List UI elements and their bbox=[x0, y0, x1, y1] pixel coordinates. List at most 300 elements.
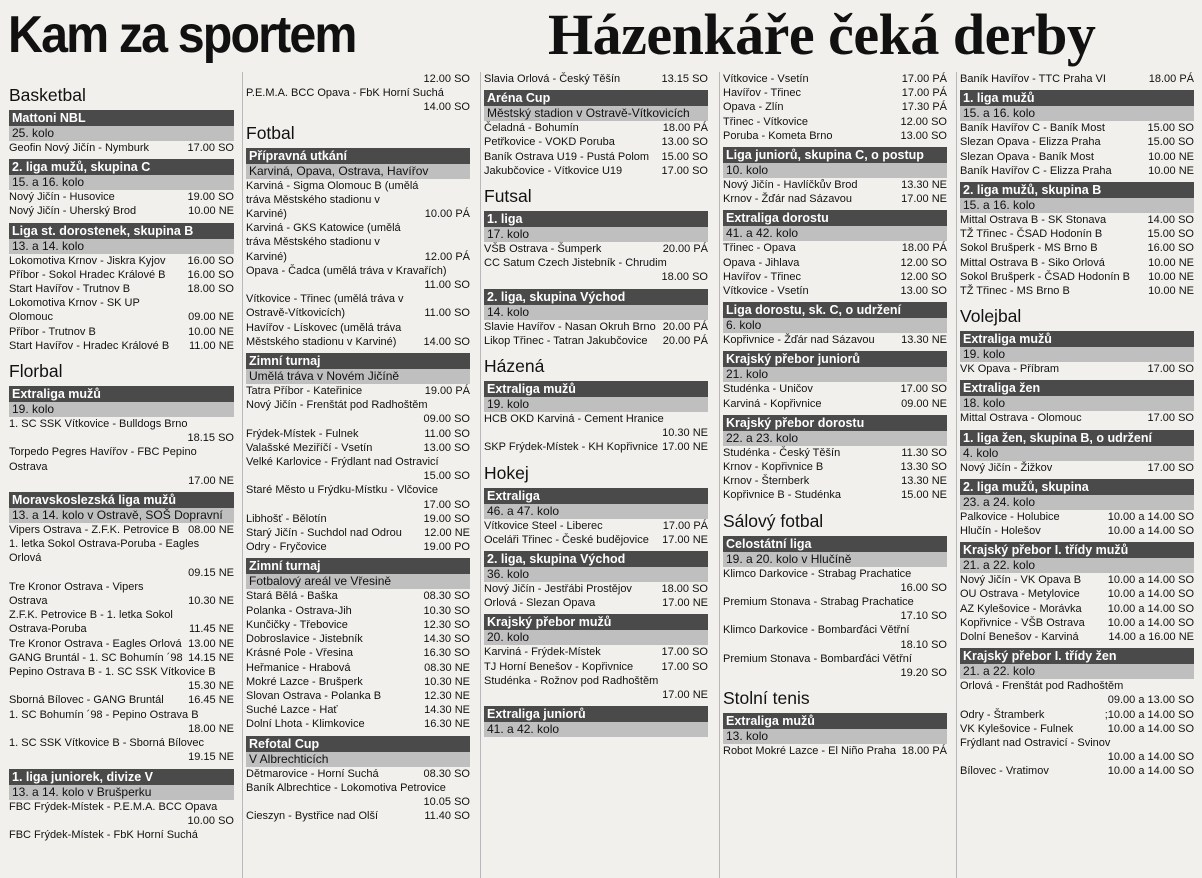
match-time: 10.00 NE bbox=[188, 205, 234, 218]
match-time: 17.00 NE bbox=[662, 597, 708, 610]
match-teams: Velké Karlovice - Frýdlant nad Ostravicí bbox=[246, 456, 439, 469]
match-teams: Příbor - Trutnov B bbox=[9, 325, 96, 338]
match-teams: Tre Kronor Ostrava - Eagles Orlová bbox=[9, 637, 182, 650]
match-time: 16.00 SO bbox=[900, 581, 947, 594]
competition-header: Krajský přebor juniorů bbox=[723, 351, 947, 367]
match-teams: Vipers Ostrava - Z.F.K. Petrovice B bbox=[9, 524, 180, 537]
competition-header: Liga dorostu, sk. C, o udržení bbox=[723, 302, 947, 318]
match-row bbox=[723, 284, 947, 298]
match-row bbox=[484, 334, 708, 348]
match-row bbox=[246, 455, 470, 483]
competition-header: 1. liga žen, skupina B, o udržení bbox=[960, 430, 1194, 446]
round-label: 13. a 14. kolo v Brušperku bbox=[9, 785, 234, 800]
lead-headline: Házenkáře čeká derby bbox=[548, 2, 1096, 67]
schedule-block bbox=[960, 380, 1194, 425]
match-row bbox=[960, 630, 1194, 644]
match-teams: Hlučín - Holešov bbox=[960, 525, 1041, 538]
match-row bbox=[9, 800, 234, 828]
schedule-block bbox=[9, 110, 234, 155]
match-time: 17.00 SO bbox=[423, 498, 470, 511]
match-time: 17.10 SO bbox=[900, 610, 947, 623]
schedule-block bbox=[723, 536, 947, 681]
match-teams: Dětmarovice - Horní Suchá bbox=[246, 767, 379, 780]
match-time: 17.30 PÁ bbox=[901, 101, 947, 114]
match-teams: Nový Jičín - VK Opava B bbox=[960, 574, 1082, 587]
match-row bbox=[960, 461, 1194, 475]
round-label: 13. a 14. kolo v Ostravě, SOŠ Dopravní bbox=[9, 508, 234, 523]
match-time: 13.15 SO bbox=[661, 73, 708, 85]
match-teams: Krásné Pole - Vřesina bbox=[246, 647, 353, 660]
match-teams: P.E.M.A. BCC Opava - FbK Horní Suchá bbox=[246, 87, 444, 100]
schedule-block bbox=[960, 72, 1194, 86]
match-teams: Kopřivnice B - Studénka bbox=[723, 489, 842, 502]
match-teams: Karviná - Frýdek-Místek bbox=[484, 646, 601, 659]
round-label: 14. kolo bbox=[484, 305, 708, 320]
match-time: 11.00 SO bbox=[424, 427, 470, 440]
match-teams: Suché Lazce - Hať bbox=[246, 704, 338, 717]
match-row bbox=[723, 241, 947, 255]
match-row bbox=[484, 242, 708, 256]
match-teams: Karviná - Sigma Olomouc B (umělá tráva Městského stadionu v Karviné) bbox=[246, 179, 419, 221]
match-row bbox=[484, 121, 708, 135]
round-label: 21. a 22. kolo bbox=[960, 558, 1194, 573]
match-row bbox=[246, 179, 470, 222]
match-teams: Lokomotiva Krnov - SK UP Olomouc bbox=[9, 297, 140, 324]
match-teams: Nový Jičín - Frenštát pod Radhoštěm bbox=[246, 399, 428, 412]
schedule-block bbox=[484, 488, 708, 547]
match-row bbox=[960, 616, 1194, 630]
match-time: 08.30 NE bbox=[424, 661, 470, 674]
match-time: 10.00 a 14.00 SO bbox=[1107, 602, 1194, 615]
match-teams: Baník Albrechtice - Lokomotiva Petrovice bbox=[246, 781, 446, 794]
match-row bbox=[960, 764, 1194, 778]
match-row bbox=[723, 86, 947, 100]
match-row bbox=[246, 441, 470, 455]
match-time: 10.30 NE bbox=[662, 427, 708, 440]
match-time: 11.45 NE bbox=[188, 623, 234, 636]
match-teams: TJ Horní Benešov - Kopřivnice bbox=[484, 660, 634, 673]
match-time: 10.00 a 14.00 SO bbox=[1107, 588, 1194, 601]
schedule-block bbox=[960, 542, 1194, 644]
match-teams: Petřkovice - VOKD Poruba bbox=[484, 136, 615, 149]
match-teams: Slezan Opava - Baník Most bbox=[960, 150, 1094, 163]
round-label: Karviná, Opava, Ostrava, Havířov bbox=[246, 164, 470, 179]
competition-header: 2. liga, skupina Východ bbox=[484, 551, 708, 567]
match-row bbox=[960, 602, 1194, 616]
match-time: 10.00 a 14.00 SO bbox=[1107, 510, 1194, 523]
match-teams: Mittal Ostrava - Olomouc bbox=[960, 412, 1082, 425]
match-teams: Havířov - Třinec bbox=[723, 87, 802, 100]
match-row bbox=[9, 268, 234, 282]
match-time: 19.00 SO bbox=[423, 512, 470, 525]
match-time: 17.00 NE bbox=[901, 193, 947, 206]
schedule-block bbox=[246, 72, 470, 115]
masthead bbox=[8, 2, 1198, 68]
match-row bbox=[246, 689, 470, 703]
schedule-block bbox=[484, 211, 708, 285]
match-teams: 1. SC SSK Vítkovice - Bulldogs Brno bbox=[9, 418, 188, 431]
match-teams: Opava - Zlín bbox=[723, 101, 784, 114]
match-teams: Krnov - Žďár nad Sázavou bbox=[723, 193, 853, 206]
page-title: Kam za sportem bbox=[8, 6, 356, 64]
schedule-block bbox=[9, 223, 234, 353]
match-time: 17.00 PÁ bbox=[901, 73, 947, 85]
round-label: 13. a 14. kolo bbox=[9, 239, 234, 254]
match-time: 16.00 SO bbox=[187, 268, 234, 281]
match-time: 15.00 NE bbox=[901, 489, 947, 502]
match-time: 17.00 SO bbox=[900, 383, 947, 396]
match-teams: Libhošť - Bělotín bbox=[246, 512, 327, 525]
match-row bbox=[723, 256, 947, 270]
competition-header: Aréna Cup bbox=[484, 90, 708, 106]
match-teams: Třinec - Opava bbox=[723, 242, 796, 255]
match-row bbox=[246, 384, 470, 398]
match-teams: Staré Město u Frýdku-Místku - Vlčovice bbox=[246, 484, 438, 497]
match-time: 13.00 SO bbox=[900, 285, 947, 298]
match-row bbox=[723, 397, 947, 411]
match-row bbox=[246, 661, 470, 675]
match-time: 14.00 SO bbox=[423, 335, 470, 348]
match-time: 10.30 NE bbox=[424, 675, 470, 688]
section-title: Futsal bbox=[484, 186, 532, 207]
match-time: 13.00 NE bbox=[188, 637, 234, 650]
match-time: 17.00 SO bbox=[1147, 363, 1194, 376]
match-time: 10.00 NE bbox=[1148, 270, 1194, 283]
match-row bbox=[246, 589, 470, 603]
match-time: 08.30 SO bbox=[423, 590, 470, 603]
match-row bbox=[9, 537, 234, 580]
round-label: 21. a 22. kolo bbox=[960, 664, 1194, 679]
match-row bbox=[484, 533, 708, 547]
match-teams: Tatra Příbor - Kateřinice bbox=[246, 385, 363, 398]
match-time: 12.00 SO bbox=[900, 115, 947, 128]
match-row bbox=[9, 693, 234, 707]
competition-header: Liga juniorů, skupina C, o postup bbox=[723, 147, 947, 163]
schedule-block bbox=[960, 331, 1194, 376]
match-teams: Tre Kronor Ostrava - Vipers Ostrava bbox=[9, 580, 144, 608]
match-row bbox=[9, 580, 234, 608]
match-teams: Polanka - Ostrava-Jih bbox=[246, 604, 352, 617]
match-row bbox=[246, 540, 470, 554]
match-teams: Slavia Orlová - Český Těšín bbox=[484, 73, 621, 85]
match-time: 17.00 NE bbox=[662, 533, 708, 546]
competition-header: Krajský přebor I. třídy žen bbox=[960, 648, 1194, 664]
match-row bbox=[960, 135, 1194, 149]
section-title: Fotbal bbox=[246, 122, 295, 143]
match-teams: Nový Jičín - Žižkov bbox=[960, 461, 1053, 474]
match-teams: Palkovice - Holubice bbox=[960, 510, 1060, 523]
match-teams: Kopřivnice - Žďár nad Sázavou bbox=[723, 334, 875, 347]
match-row bbox=[484, 320, 708, 334]
round-label: 6. kolo bbox=[723, 318, 947, 333]
match-row bbox=[9, 608, 234, 636]
column-2 bbox=[242, 72, 472, 878]
schedule-block bbox=[960, 90, 1194, 178]
match-row bbox=[960, 411, 1194, 425]
match-time: 16.30 SO bbox=[423, 647, 470, 660]
match-time: 18.00 SO bbox=[187, 283, 234, 296]
match-row bbox=[9, 445, 234, 488]
competition-header: 1. liga bbox=[484, 211, 708, 227]
match-time: 18.15 SO bbox=[187, 432, 234, 445]
match-teams: Havířov - Lískovec (umělá tráva Městského stadionu v Karviné) bbox=[246, 321, 402, 348]
match-teams: 1. SC SSK Vítkovice B - Sborná Bílovec bbox=[9, 737, 205, 750]
match-teams: Slovan Ostrava - Polanka B bbox=[246, 689, 382, 702]
match-row bbox=[246, 717, 470, 731]
match-time: 13.00 SO bbox=[900, 129, 947, 142]
match-time: 18.10 SO bbox=[900, 638, 947, 651]
round-label: Fotbalový areál ve Vřesině bbox=[246, 574, 470, 589]
round-label: 41. a 42. kolo bbox=[723, 226, 947, 241]
schedule-block bbox=[484, 614, 708, 702]
match-time: 12.00 SO bbox=[900, 270, 947, 283]
match-time: 19.20 SO bbox=[900, 667, 947, 680]
match-teams: Cieszyn - Bystřice nad Olší bbox=[246, 810, 379, 823]
match-time: 10.00 NE bbox=[1148, 285, 1194, 298]
match-row bbox=[246, 675, 470, 689]
match-teams: FBC Frýdek-Místek - FbK Horní Suchá bbox=[9, 828, 198, 841]
match-time: 19.00 PO bbox=[423, 541, 470, 554]
match-row bbox=[484, 645, 708, 659]
match-row bbox=[9, 325, 234, 339]
match-teams: Kunčičky - Třebovice bbox=[246, 618, 348, 631]
match-teams: Valašské Meziříčí - Vsetín bbox=[246, 441, 373, 454]
schedule-block bbox=[246, 558, 470, 731]
match-time: 13.30 NE bbox=[901, 334, 947, 347]
match-time: 14.15 NE bbox=[188, 651, 234, 664]
match-row bbox=[9, 339, 234, 353]
match-row bbox=[246, 321, 470, 349]
match-time: 12.00 NE bbox=[424, 527, 470, 540]
match-teams: Baník Havířov C - Baník Most bbox=[960, 122, 1105, 135]
match-row bbox=[960, 722, 1194, 736]
match-teams: Baník Ostrava U19 - Pustá Polom bbox=[484, 150, 650, 163]
match-row bbox=[246, 767, 470, 781]
match-row bbox=[9, 523, 234, 537]
match-time: 10.00 a 14.00 SO bbox=[1107, 765, 1194, 778]
match-teams: Start Havířov - Hradec Králové B bbox=[9, 339, 170, 352]
match-time: 17.00 SO bbox=[661, 660, 708, 673]
competition-header: Zimní turnaj bbox=[246, 353, 470, 369]
round-label: 18. kolo bbox=[960, 396, 1194, 411]
match-time: 08.30 SO bbox=[423, 767, 470, 780]
section-title: Basketbal bbox=[9, 85, 86, 105]
round-label: Umělá tráva v Novém Jičíně bbox=[246, 369, 470, 384]
match-row bbox=[246, 703, 470, 717]
match-row bbox=[723, 744, 947, 758]
round-label: Městský stadion v Ostravě-Vítkovicích bbox=[484, 106, 708, 121]
match-teams: Poruba - Kometa Brno bbox=[723, 129, 833, 142]
schedule-block bbox=[9, 492, 234, 764]
section-title: Házená bbox=[484, 356, 545, 377]
match-time: 09.00 a 13.00 SO bbox=[1107, 694, 1194, 707]
match-teams: Torpedo Pegres Havířov - FBC Pepino Ostrava bbox=[9, 446, 197, 473]
round-label: 19. a 20. kolo v Hlučíně bbox=[723, 552, 947, 567]
schedule-block bbox=[960, 182, 1194, 298]
match-teams: Vítkovice - Vsetín bbox=[723, 285, 809, 298]
match-teams: Orlová - Slezan Opava bbox=[484, 597, 596, 610]
section-title: Stolní tenis bbox=[723, 688, 810, 709]
match-teams: Dolní Lhota - Klimkovice bbox=[246, 718, 365, 731]
match-teams: TŽ Třinec - ČSAD Hodonín B bbox=[960, 228, 1103, 241]
schedule-block bbox=[723, 302, 947, 347]
match-teams: Bílovec - Vratimov bbox=[960, 765, 1049, 778]
match-time: 18.00 NE bbox=[188, 722, 234, 735]
match-teams: Starý Jičín - Suchdol nad Odrou bbox=[246, 527, 402, 540]
match-row bbox=[484, 256, 708, 284]
round-label: 15. a 16. kolo bbox=[9, 175, 234, 190]
schedule-block bbox=[723, 415, 947, 503]
schedule-block bbox=[960, 648, 1194, 778]
match-teams: Mokré Lazce - Brušperk bbox=[246, 675, 363, 688]
match-row bbox=[246, 264, 470, 292]
match-row bbox=[484, 135, 708, 149]
match-time: 09.00 NE bbox=[901, 397, 947, 410]
round-label: 13. kolo bbox=[723, 729, 947, 744]
match-time: 11.00 NE bbox=[188, 339, 234, 352]
match-row bbox=[723, 382, 947, 396]
match-teams: Pepino Ostrava B - 1. SC SSK Vítkovice B bbox=[9, 666, 216, 679]
match-time: 20.00 PÁ bbox=[662, 320, 708, 333]
schedule-block bbox=[9, 769, 234, 843]
match-time: 18.00 SO bbox=[661, 271, 708, 284]
match-row bbox=[484, 660, 708, 674]
match-row bbox=[960, 270, 1194, 284]
match-time: 12.00 SO bbox=[423, 73, 470, 85]
match-row bbox=[484, 674, 708, 702]
schedule-block bbox=[484, 90, 708, 178]
match-teams: Baník Havířov C - Elizza Praha bbox=[960, 164, 1112, 177]
match-row bbox=[246, 72, 470, 86]
match-teams: 1. SC Bohumín ´98 - Pepino Ostrava B bbox=[9, 708, 199, 721]
match-row bbox=[246, 526, 470, 540]
match-row bbox=[960, 72, 1194, 86]
match-row bbox=[723, 567, 947, 595]
match-time: 11.30 SO bbox=[901, 446, 947, 459]
match-row bbox=[723, 115, 947, 129]
match-time: 12.30 SO bbox=[423, 618, 470, 631]
competition-header: Krajský přebor mužů bbox=[484, 614, 708, 630]
competition-header: 1. liga mužů bbox=[960, 90, 1194, 106]
match-time: 15.00 SO bbox=[1147, 136, 1194, 149]
match-time: 11.00 SO bbox=[424, 279, 470, 292]
match-time: 20.00 PÁ bbox=[662, 334, 708, 347]
match-time: 12.30 NE bbox=[424, 689, 470, 702]
schedule-block bbox=[484, 551, 708, 610]
match-teams: 1. letka Sokol Ostrava-Poruba - Eagles Orlová bbox=[9, 538, 200, 565]
match-row bbox=[960, 362, 1194, 376]
schedule-block bbox=[723, 72, 947, 143]
round-label: 4. kolo bbox=[960, 446, 1194, 461]
round-label: V Albrechticích bbox=[246, 752, 470, 767]
competition-header: Moravskoslezská liga mužů bbox=[9, 492, 234, 508]
match-row bbox=[484, 519, 708, 533]
match-teams: Geofin Nový Jičín - Nymburk bbox=[9, 142, 149, 154]
match-row bbox=[9, 708, 234, 736]
match-teams: HCB OKD Karviná - Cement Hranice bbox=[484, 413, 664, 426]
match-teams: Baník Havířov - TTC Praha VI bbox=[960, 73, 1106, 85]
match-teams: Heřmanice - Hrabová bbox=[246, 661, 351, 674]
match-teams: VŠB Ostrava - Šumperk bbox=[484, 243, 602, 256]
match-teams: Kopřivnice - VŠB Ostrava bbox=[960, 616, 1085, 629]
round-label: 20. kolo bbox=[484, 630, 708, 645]
match-row bbox=[723, 652, 947, 680]
match-time: 16.30 NE bbox=[424, 718, 470, 731]
schedule-block bbox=[246, 148, 470, 349]
schedule-block bbox=[246, 736, 470, 824]
schedule-block bbox=[246, 353, 470, 554]
match-time: 13.30 NE bbox=[901, 179, 947, 192]
match-time: 11.40 SO bbox=[424, 810, 470, 823]
competition-header: Přípravná utkání bbox=[246, 148, 470, 164]
schedule-block bbox=[484, 706, 708, 737]
match-time: 15.00 SO bbox=[1147, 228, 1194, 241]
match-time: 17.00 SO bbox=[661, 646, 708, 659]
match-row bbox=[484, 440, 708, 454]
round-label: 46. a 47. kolo bbox=[484, 504, 708, 519]
schedule-block bbox=[484, 381, 708, 455]
match-time: 13.30 NE bbox=[901, 475, 947, 488]
match-time: 15.00 SO bbox=[423, 470, 470, 483]
match-time: 13.00 SO bbox=[661, 136, 708, 149]
match-time: 15.00 SO bbox=[1147, 122, 1194, 135]
match-time: 18.00 PÁ bbox=[901, 745, 947, 758]
match-teams: Krnov - Kopřivnice B bbox=[723, 461, 824, 474]
match-time: 19.15 NE bbox=[188, 751, 234, 764]
match-teams: OU Ostrava - Metylovice bbox=[960, 588, 1080, 601]
schedule-block bbox=[723, 351, 947, 410]
competition-header: Refotal Cup bbox=[246, 736, 470, 752]
match-time: 16.45 NE bbox=[188, 694, 234, 707]
match-row bbox=[723, 72, 947, 86]
competition-header: 2. liga mužů, skupina bbox=[960, 479, 1194, 495]
match-time: 14.00 SO bbox=[423, 101, 470, 114]
match-time: 09.00 NE bbox=[188, 311, 234, 324]
match-teams: TŽ Třinec - MS Brno B bbox=[960, 285, 1070, 298]
round-label: 22. a 23. kolo bbox=[723, 431, 947, 446]
competition-header: Extraliga mužů bbox=[484, 381, 708, 397]
match-teams: Vítkovice Steel - Liberec bbox=[484, 519, 603, 532]
match-time: 16.00 SO bbox=[1147, 242, 1194, 255]
match-row bbox=[246, 781, 470, 809]
match-time: 18.00 SO bbox=[661, 583, 708, 596]
match-row bbox=[960, 164, 1194, 178]
match-row bbox=[9, 736, 234, 764]
match-time: 14.30 SO bbox=[423, 633, 470, 646]
match-row bbox=[960, 679, 1194, 707]
match-time: 17.00 NE bbox=[662, 689, 708, 702]
match-row bbox=[723, 178, 947, 192]
schedule-block bbox=[960, 430, 1194, 475]
match-row bbox=[9, 204, 234, 218]
match-teams: AZ Kylešovice - Morávka bbox=[960, 602, 1082, 615]
match-teams: Jakubčovice - Vítkovice U19 bbox=[484, 164, 623, 177]
match-time: 12.00 PÁ bbox=[424, 250, 470, 263]
competition-header: Extraliga mužů bbox=[723, 713, 947, 729]
match-time: 18.00 PÁ bbox=[901, 242, 947, 255]
match-teams: Studénka - Rožnov pod Radhoštěm bbox=[484, 674, 659, 687]
schedule-block bbox=[723, 147, 947, 206]
match-teams: Slezan Opava - Elizza Praha bbox=[960, 136, 1101, 149]
match-teams: Premium Stonava - Strabag Prachatice bbox=[723, 596, 914, 609]
schedule-block bbox=[960, 479, 1194, 538]
competition-header: Extraliga bbox=[484, 488, 708, 504]
match-time: 10.00 NE bbox=[1148, 150, 1194, 163]
match-teams: Mittal Ostrava B - Siko Orlová bbox=[960, 256, 1105, 269]
match-row bbox=[960, 284, 1194, 298]
match-teams: SKP Frýdek-Místek - KH Kopřivnice bbox=[484, 441, 659, 454]
match-teams: Opava - Čadca (umělá tráva v Kravařích) bbox=[246, 264, 447, 277]
